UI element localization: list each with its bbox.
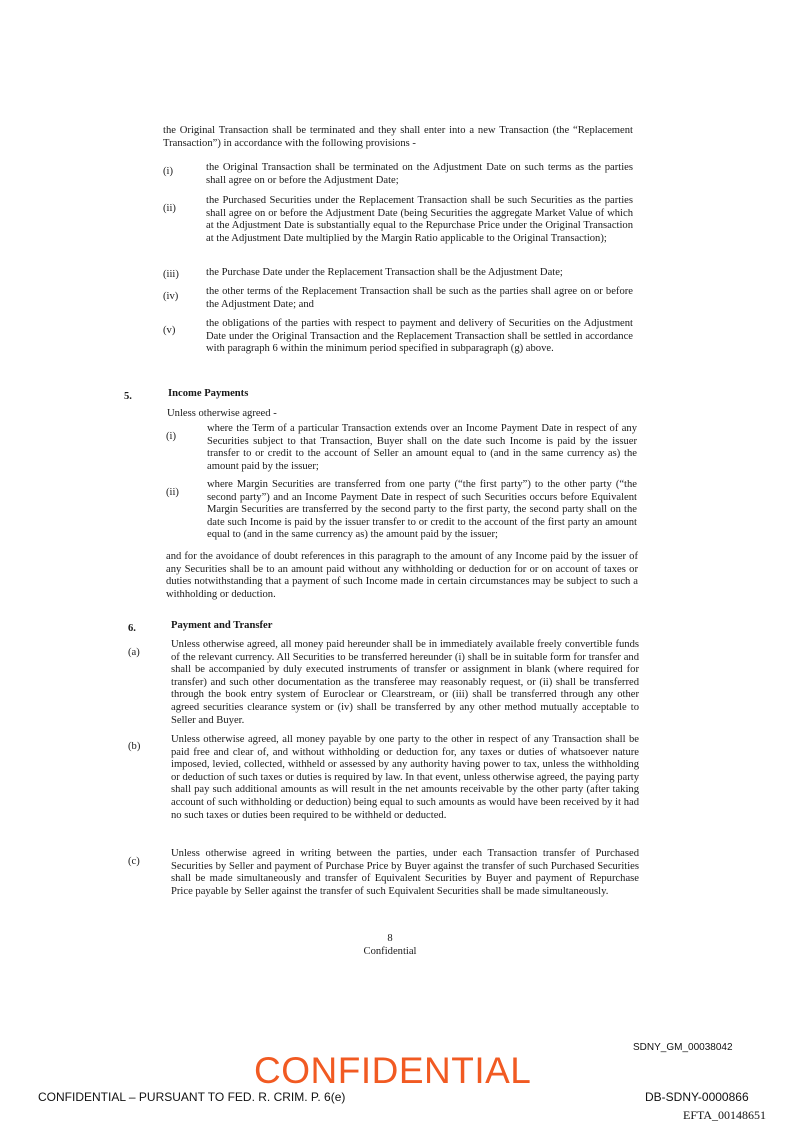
payment-item-text: Unless otherwise agreed, all money payable by one party to the other in respect of any Transaction shall be paid free and clear of, and without withholding or deduction for, any taxes or duties of whatsoever nature imposed, levied, collected, withheld or assessed by any authority having power to tax, unless the withholding or deduction of such taxes or duties is required by law. In that event, unless otherwise agreed, the paying party shall pay such additional amounts as will result in the net amounts receivable by the other party (after taking account of such withholding or deduction) being equal to such amounts as would have been received by it had no such taxes or duties been required to be withheld or deducted. [171, 734, 639, 821]
income-item-text: where Margin Securities are transferred from one party (“the first party”) to the other party (“the second party”) and an Income Payment Date in respect of such Securities occurs before Equivalent Margin Securities are transferred by the second party to the first party, the second party shall on the date such Income is paid by the issuer transfer to or credit to the account of the first party an amount equal to (and in the same currency as) the amount paid by the issuer; [207, 479, 637, 541]
provision-text: the other terms of the Replacement Transaction shall be such as the parties shall agree on or before the Adjustment Date; and [206, 286, 633, 310]
provision-marker: (v) [163, 325, 176, 336]
grand-jury-legend: CONFIDENTIAL – PURSUANT TO FED. R. CRIM. P. 6(e) [38, 1090, 346, 1104]
confidential-stamp: CONFIDENTIAL [254, 1050, 532, 1091]
intro-paragraph: the Original Transaction shall be terminated and they shall enter into a new Transaction (the “Replacement Transaction”) in accordance with the following provisions - [163, 125, 633, 149]
income-item-marker: (i) [166, 431, 176, 442]
provision-text: the Purchase Date under the Replacement Transaction shall be the Adjustment Date; [206, 267, 563, 278]
provision-marker: (iii) [163, 269, 179, 280]
confidential-footer: Confidential [363, 946, 417, 957]
page-number: 8 [387, 933, 393, 944]
income-item-marker: (ii) [166, 487, 179, 498]
income-item-text: where the Term of a particular Transaction extends over an Income Payment Date in respect of any Securities subject to that Transaction, Buyer shall on the date such Income is paid by the issuer transfer to or credit to the account of Seller an amount equal to (and in the same currency as) the amount paid by the issuer; [207, 423, 637, 472]
payment-item-text: Unless otherwise agreed, all money paid hereunder shall be in immediately available freely convertible funds of the relevant currency. All Securities to be transferred hereunder (i) shall be in suitable form for transfer and shall be accompanied by duly executed instruments of transfer or assignment in blank (where required for transfer) and such other documentation as the transferee may reasonably request, or (ii) shall be transferred through the book entry system of Euroclear or Clearstream, or (iii) shall be transferred through any other agreed securities clearance system or (iv) shall be transferred by any other method mutually acceptable to Seller and Buyer. [171, 639, 639, 726]
provision-marker: (ii) [163, 203, 176, 214]
provision-marker: (iv) [163, 291, 179, 302]
section-heading: Income Payments [168, 388, 249, 399]
provision-text: the obligations of the parties with respect to payment and delivery of Securities on the Adjustment Date under the Original Transaction and the Replacement Transaction shall be settled in accordance with paragraph 6 within the minimum period specified in subparagraph (g) above. [206, 318, 633, 355]
provision-text: the Original Transaction shall be terminated on the Adjustment Date on such terms as the parties shall agree on or before the Adjustment Date; [206, 162, 633, 186]
bates-number-gm: SDNY_GM_00038042 [633, 1042, 733, 1053]
section-heading: Payment and Transfer [171, 620, 273, 631]
payment-item-marker: (b) [128, 741, 141, 752]
payment-item-marker: (c) [128, 856, 140, 867]
income-closing-paragraph: and for the avoidance of doubt references in this paragraph to the amount of any Income paid by the issuer of any Securities shall be to an amount paid without any withholding or deduction for or on account of taxes or duties notwithstanding that a payment of such Income made in certain circumstances may be subject to such a withholding or deduction. [166, 551, 638, 600]
section-number: 5. [124, 391, 132, 402]
provision-marker: (i) [163, 166, 173, 177]
payment-item-text: Unless otherwise agreed in writing between the parties, under each Transaction transfer of Purchased Securities by Seller and payment of Purchase Price by Buyer against the transfer of such Purchased Securities shall be made simultaneously and transfer of Equivalent Securities by Buyer and payment of Repurchase Price payable by Seller against the transfer of such Equivalent Securities shall be made simultaneously. [171, 848, 639, 897]
bates-number-db: DB-SDNY-0000866 [645, 1090, 749, 1104]
efta-number: EFTA_00148651 [683, 1108, 767, 1122]
section-lead: Unless otherwise agreed - [167, 408, 277, 419]
payment-item-marker: (a) [128, 647, 140, 658]
provision-text: the Purchased Securities under the Replacement Transaction shall be such Securities as the parties shall agree on or before the Adjustment Date (being Securities the aggregate Market Value of which at the Adjustment Date is substantially equal to the Repurchase Price under the Original Transaction at the Adjustment Date multiplied by the Margin Ratio applicable to the Original Transaction); [206, 195, 633, 244]
section-number: 6. [128, 623, 136, 634]
